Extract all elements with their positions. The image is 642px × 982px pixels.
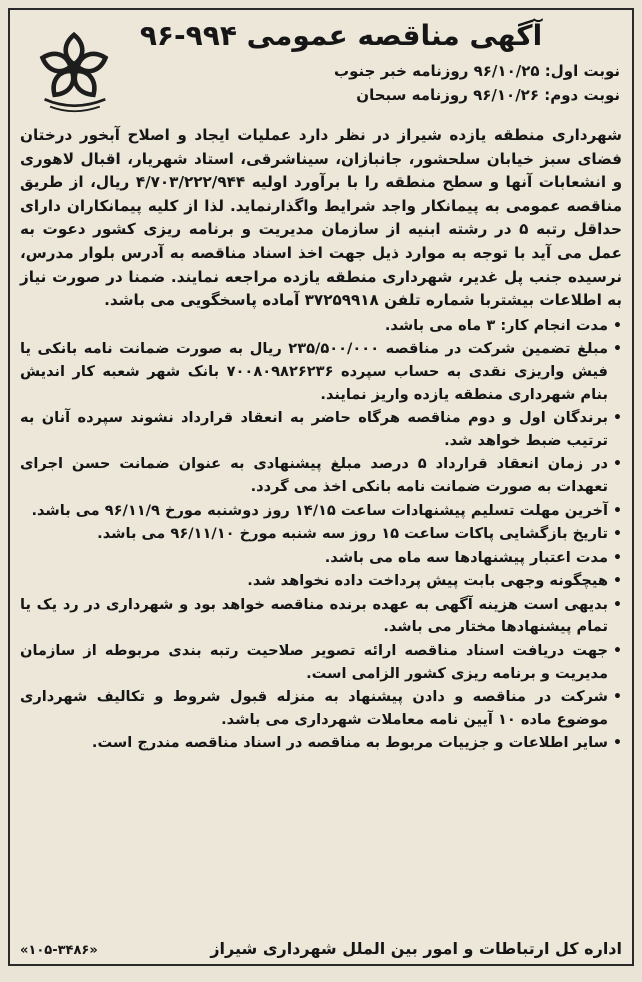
condition-text: آخرین مهلت تسلیم پیشنهادات ساعت ۱۴/۱۵ روز دوشنبه مورخ ۹۶/۱۱/۹ می باشد. (31, 501, 608, 519)
condition-item (20, 547, 622, 570)
condition-item (20, 338, 622, 406)
conditions-list (20, 315, 622, 755)
shiraz-municipality-logo-icon (28, 22, 120, 114)
bullet-icon: • (613, 341, 622, 358)
notice-code: «۱۰۵-۳۴۸۶» (20, 943, 98, 958)
condition-item (20, 315, 622, 338)
condition-item (20, 732, 622, 755)
condition-text: در زمان انعقاد قرارداد ۵ درصد مبلغ پیشنهادی به عنوان ضمانت حسن اجرای تعهدات به صورت ضمانت نامه بانکی اخذ می گردد. (20, 455, 608, 495)
bullet-icon: • (613, 596, 622, 613)
bullet-icon: • (613, 526, 622, 543)
bullet-icon: • (613, 502, 622, 519)
issuing-organization: اداره کل ارتباطات و امور بین الملل شهرداری شیراز (210, 939, 622, 958)
notice-title: آگهی مناقصه عمومی ۹۹۴-۹۶ (139, 19, 543, 52)
condition-item (20, 407, 622, 452)
bullet-icon: • (613, 573, 622, 590)
first-publication: نوبت اول: ۹۶/۱۰/۲۵ روزنامه خبر جنوب (334, 62, 620, 80)
second-publication: نوبت دوم: ۹۶/۱۰/۲۶ روزنامه سبحان (356, 86, 620, 104)
bullet-icon: • (613, 410, 622, 427)
condition-text: سایر اطلاعات و جزییات مربوط به مناقصه در اسناد مناقصه مندرج است. (91, 734, 608, 752)
intro-paragraph: شهرداری منطقه یازده شیراز در نظر دارد عملیات ایجاد و اصلاح آبخور درختان فضای سبز خیابان سلحشور، جانبازان، سیناشرقی، استاد شهریار، اقبال لاهوری و انشعابات آنها و سطح منطقه را با برآورد اولیه ۴/۷۰۳/۲۲۲/۹۴۴ ریال، از طریق مناقصه عمومی به پیمانکار واجد شرایط واگذارنماید. لذا از کلیه پیمانکاران دارای حداقل رتبه ۵ در رشته ابنیه از سازمان مدیریت و برنامه ریزی کشور دعوت به عمل می آید با توجه به موارد ذیل جهت اخذ اسناد مناقصه به آدرس بلوار مدرس، نرسیده جنب پل غدیر، شهرداری منطقه یازده مراجعه نمایند. ضمنا در صورت نیاز به اطلاعات بیشتربا شماره تلفن ۳۷۲۵۹۹۱۸ آماده پاسخگویی می باشد. (20, 126, 623, 310)
condition-text: برندگان اول و دوم مناقصه هرگاه حاضر به انعقاد قرارداد نشوند سپرده آنان به ترتیب ضبط خواهد شد. (20, 409, 608, 449)
condition-text: مدت انجام کار: ۳ ماه می باشد. (384, 316, 608, 334)
condition-text: هیچگونه وجهی بابت پیش پرداخت داده نخواهد شد. (247, 572, 608, 590)
condition-item (20, 500, 622, 523)
condition-text: شرکت در مناقصه و دادن پیشنهاد به منزله قبول شروط و تکالیف شهرداری موضوع ماده ۱۰ آیین نامه معاملات شهرداری می باشد. (20, 688, 608, 728)
bullet-icon: • (613, 643, 622, 660)
notice-header (20, 16, 622, 124)
bullet-icon: • (613, 735, 622, 752)
condition-item (20, 570, 622, 593)
condition-item (20, 686, 622, 731)
condition-text: جهت دریافت اسناد مناقصه ارائه تصویر صلاحیت رتبه بندی مربوطه از سازمان مدیریت و برنامه ریزی کشور الزامی است. (20, 642, 608, 682)
bullet-icon: • (613, 317, 622, 334)
bullet-icon: • (613, 456, 622, 473)
condition-item (20, 523, 622, 546)
tender-notice (8, 8, 634, 966)
bullet-icon: • (613, 549, 622, 566)
condition-text: مدت اعتبار پیشنهادها سه ماه می باشد. (324, 548, 608, 566)
notice-footer (20, 939, 622, 958)
condition-text: مبلغ تضمین شرکت در مناقصه ۲۳۵/۵۰۰/۰۰۰ ریال به صورت ضمانت نامه بانکی یا فیش واریزی نقدی به حساب سپرده ۷۰۰۸۰۹۸۲۶۲۳۶ بانک شهر شعبه کار اندیش بنام شهرداری منطقه یازده واریز نمایند. (20, 340, 608, 403)
condition-item (20, 453, 622, 498)
condition-text: بدیهی است هزینه آگهی به عهده برنده مناقصه خواهد بود و شهرداری در رد یک یا تمام پیشنهادها مختار می باشد. (20, 595, 608, 636)
condition-item (20, 640, 622, 685)
condition-item (20, 594, 622, 639)
condition-text: تاریخ بازگشایی پاکات ساعت ۱۵ روز سه شنبه مورخ ۹۶/۱۱/۱۰ می باشد. (97, 525, 608, 543)
bullet-icon: • (613, 689, 622, 706)
